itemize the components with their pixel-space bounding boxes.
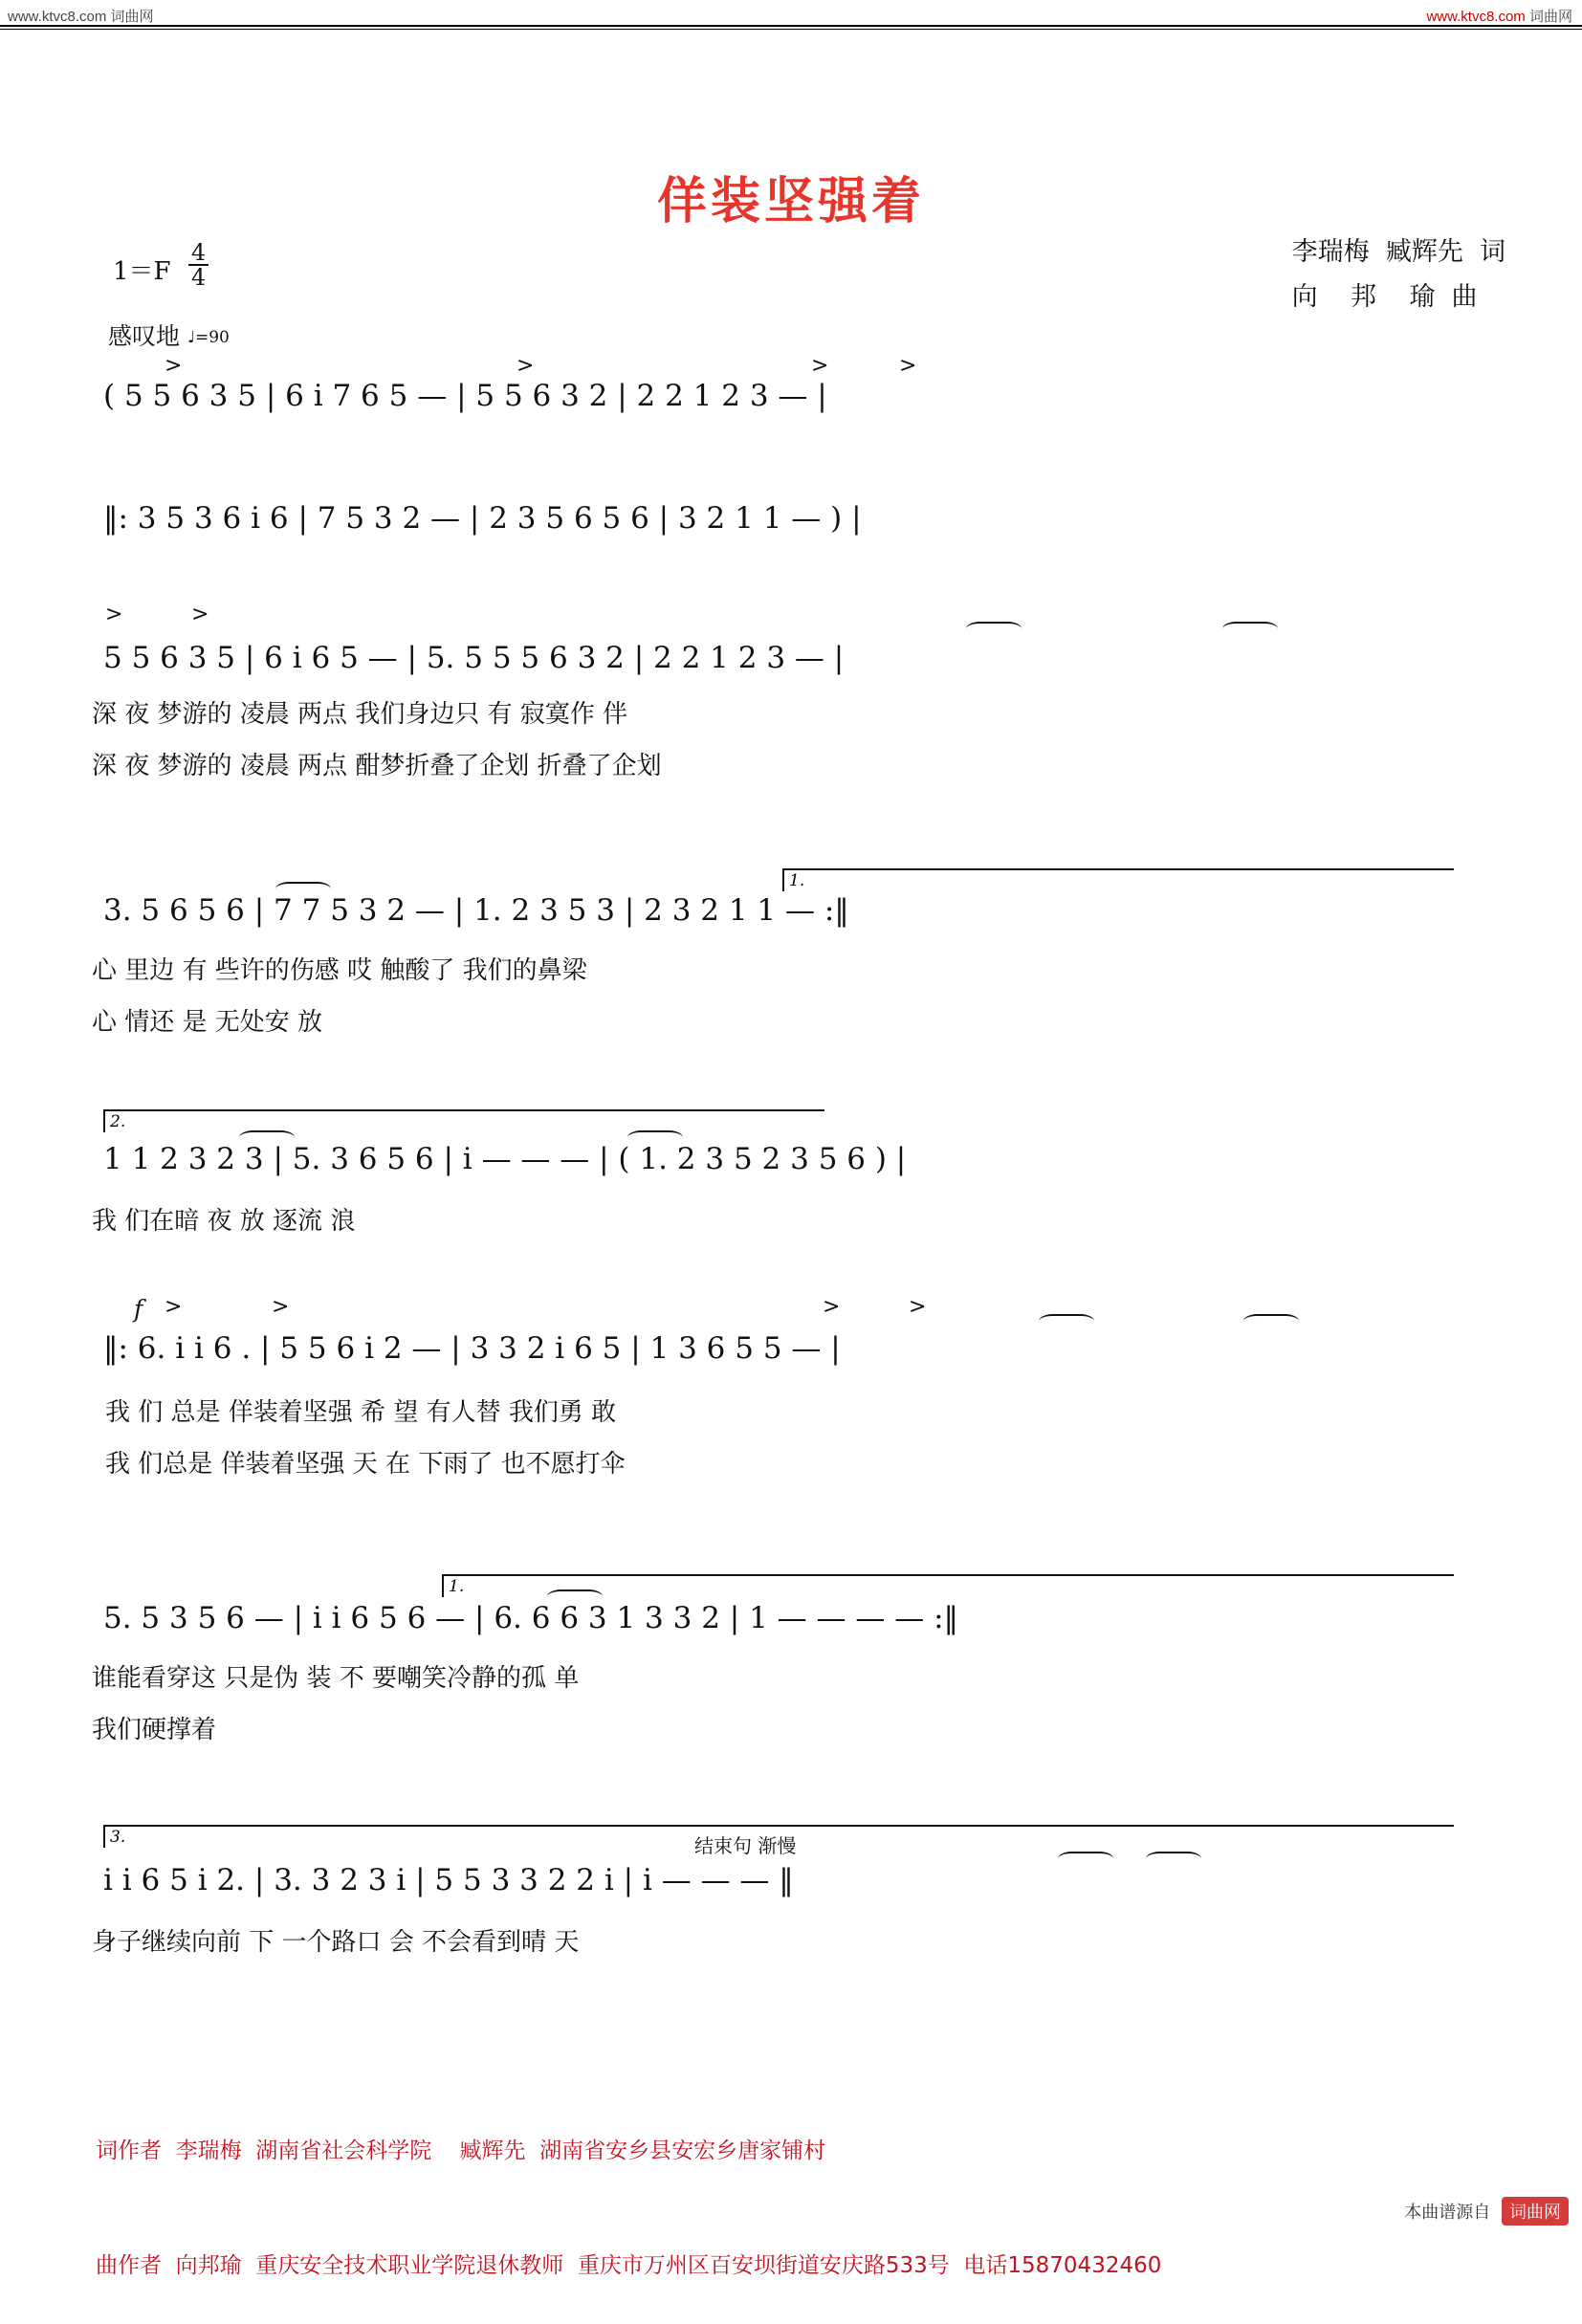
source-credit [1404,2197,1569,2225]
ending-number: 1. [449,1577,465,1596]
accent-mark: > [811,354,829,378]
notation-segment: 1 1 2 3 2 3 | 5. 3 6 5 6 | i — — — | ( 1. 2 3 5 2 3 5 6 ) | [103,1142,907,1176]
accent-mark: > [899,354,917,378]
system-verse-2 [0,861,1582,1037]
lyric-line: 我 们 总是 佯装着坚强 希 望 有人替 我们勇 敢 [105,1398,617,1427]
lyrics-row-1 [0,1922,1582,1962]
composer-credit: 向 邦 瑜 曲 [1291,282,1478,313]
footer-lyricist-line: 词作者 李瑞梅 湖南省社会科学院 臧辉先 湖南省安乡县安宏乡唐家铺村 [96,2138,826,2163]
repeat-bracket-second [103,1109,824,1132]
lyrics-row-1 [0,1658,1582,1699]
lyric-line: 我们硬撑着 [92,1716,217,1744]
slur-mark [1146,1852,1201,1866]
notes-row [0,1855,1582,1913]
accent-mark: > [823,1295,841,1319]
lyric-line: 我 们在暗 夜 放 逐流 浪 [92,1207,356,1236]
slur-mark [1222,622,1278,636]
notation-segment: ‖: 3 5 3 6 i 6 | 7 5 3 2 — | 2 3 5 6 5 6 | 3 2 1 1 — ) | [103,501,862,536]
lyrics-row-1 [0,1392,1582,1433]
header-rule-thick [0,25,1582,27]
accent-mark: > [105,603,123,626]
notes-row [0,886,1582,943]
lyrics-row-2 [0,1002,1582,1042]
notation-segment: 5. 5 3 5 6 — | i i 6 5 6 — | 6. 6 6 3 1 3 3 2 | 1 — — — — :‖ [103,1601,959,1635]
slur-mark [1058,1852,1113,1866]
system-chorus-2 [0,1568,1582,1744]
system-intro-1 [0,354,1582,428]
watermark-url: www.ktvc8.com [1426,9,1526,25]
credits-block [1292,230,1505,320]
lyric-line: 身子继续向前 下 一个路口 会 不会看到晴 天 [92,1928,580,1957]
lyrics-row-2 [0,746,1582,786]
system-intro-2 [0,493,1582,551]
ending-phrase-annotation: 结束句 渐慢 [694,1834,797,1857]
system-verse-3 [0,1107,1582,1236]
tempo-marking [108,318,230,352]
notes-row [0,354,1582,428]
watermark-right [1426,6,1572,26]
accent-mark: > [272,1295,290,1319]
system-verse-1 [0,603,1582,780]
footer-credits [96,2054,1161,2324]
lyric-line: 我 们总是 佯装着坚强 天 在 下雨了 也不愿打伞 [105,1450,626,1479]
system-ending [0,1825,1582,1957]
lyric-line: 心 里边 有 些许的伤感 哎 触酸了 我们的鼻梁 [92,956,587,985]
notation-segment: 3. 5 6 5 6 | 7 7 5 3 2 — | 1. 2 3 5 3 | 2 3 2 1 1 — :‖ [103,893,849,928]
accent-mark: > [516,354,535,378]
notes-row [0,1593,1582,1651]
system-chorus-1 [0,1295,1582,1479]
accent-mark: > [909,1295,927,1319]
lyrics-row-1 [0,1201,1582,1241]
accent-mark: > [165,354,183,378]
lyric-line: 深 夜 梦游的 凌晨 两点 酣梦折叠了企划 折叠了企划 [92,752,662,780]
slur-mark [966,622,1022,636]
accent-mark: > [165,1295,183,1319]
header-rule-thin [0,29,1582,30]
source-label: 本曲谱源自 [1404,2203,1491,2223]
notation-segment: ‖: 6. i i 6 . | 5 5 6 i 2 — | 3 3 2 i 6 5 | 1 3 6 5 5 — | [103,1331,841,1366]
watermark-sitename: 词曲网 [1528,9,1572,25]
notes-row [0,1295,1582,1377]
lyrics-row-1 [0,951,1582,991]
time-signature [188,241,209,289]
dynamic-forte: f [134,1295,143,1323]
lyric-line: 深 夜 梦游的 凌晨 两点 我们身边只 有 寂寞作 伴 [92,700,628,729]
time-signature-beats: 4 [188,241,209,266]
notation-segment: 5 5 6 3 5 | 6 i 6 5 — | 5. 5 5 5 6 3 2 | 2 2 1 2 3 — | [103,641,845,675]
ending-number: 2. [110,1112,126,1131]
time-signature-unit: 4 [190,264,207,291]
expression-mark: 感叹地 [108,322,181,350]
slur-mark [1039,1314,1094,1328]
notes-row [0,1134,1582,1192]
key-label: 1＝F [113,257,171,286]
footer-composer-line: 曲作者 向邦瑜 重庆安全技术职业学院退休教师 重庆市万州区百安坝街道安庆路533号 电话15870432460 [96,2253,1162,2279]
lyrics-row-2 [0,1444,1582,1484]
ending-number: 1. [789,871,805,890]
notes-row [0,493,1582,551]
notation-segment: i i 6 5 i 2. | 3. 3 2 3 i | 5 5 3 3 2 2 i | i — — — ‖ [103,1863,794,1897]
lyric-line: 谁能看穿这 只是伪 装 不 要嘲笑冷静的孤 单 [92,1664,580,1693]
lyric-line: 心 情还 是 无处安 放 [92,1008,323,1037]
source-site-badge[interactable]: 词曲网 [1502,2197,1569,2225]
tempo-bpm: ♩=90 [187,328,230,347]
lyrics-row-1 [0,694,1582,734]
lyrics-row-2 [0,1710,1582,1750]
watermark-left: www.ktvc8.com 词曲网 [8,9,154,25]
ending-number: 3. [110,1828,126,1847]
page-title: 佯装坚强着 [656,173,925,230]
notation-segment: ( 5 5 6 3 5 | 6 i 7 6 5 — | 5 5 6 3 2 | 2 2 1 2 3 — | [103,379,827,413]
notes-row [0,603,1582,681]
key-signature [113,241,209,289]
slur-mark [1243,1314,1299,1328]
accent-mark: > [191,603,209,626]
lyricist-credit: 李瑞梅 臧辉先 词 [1291,237,1505,267]
